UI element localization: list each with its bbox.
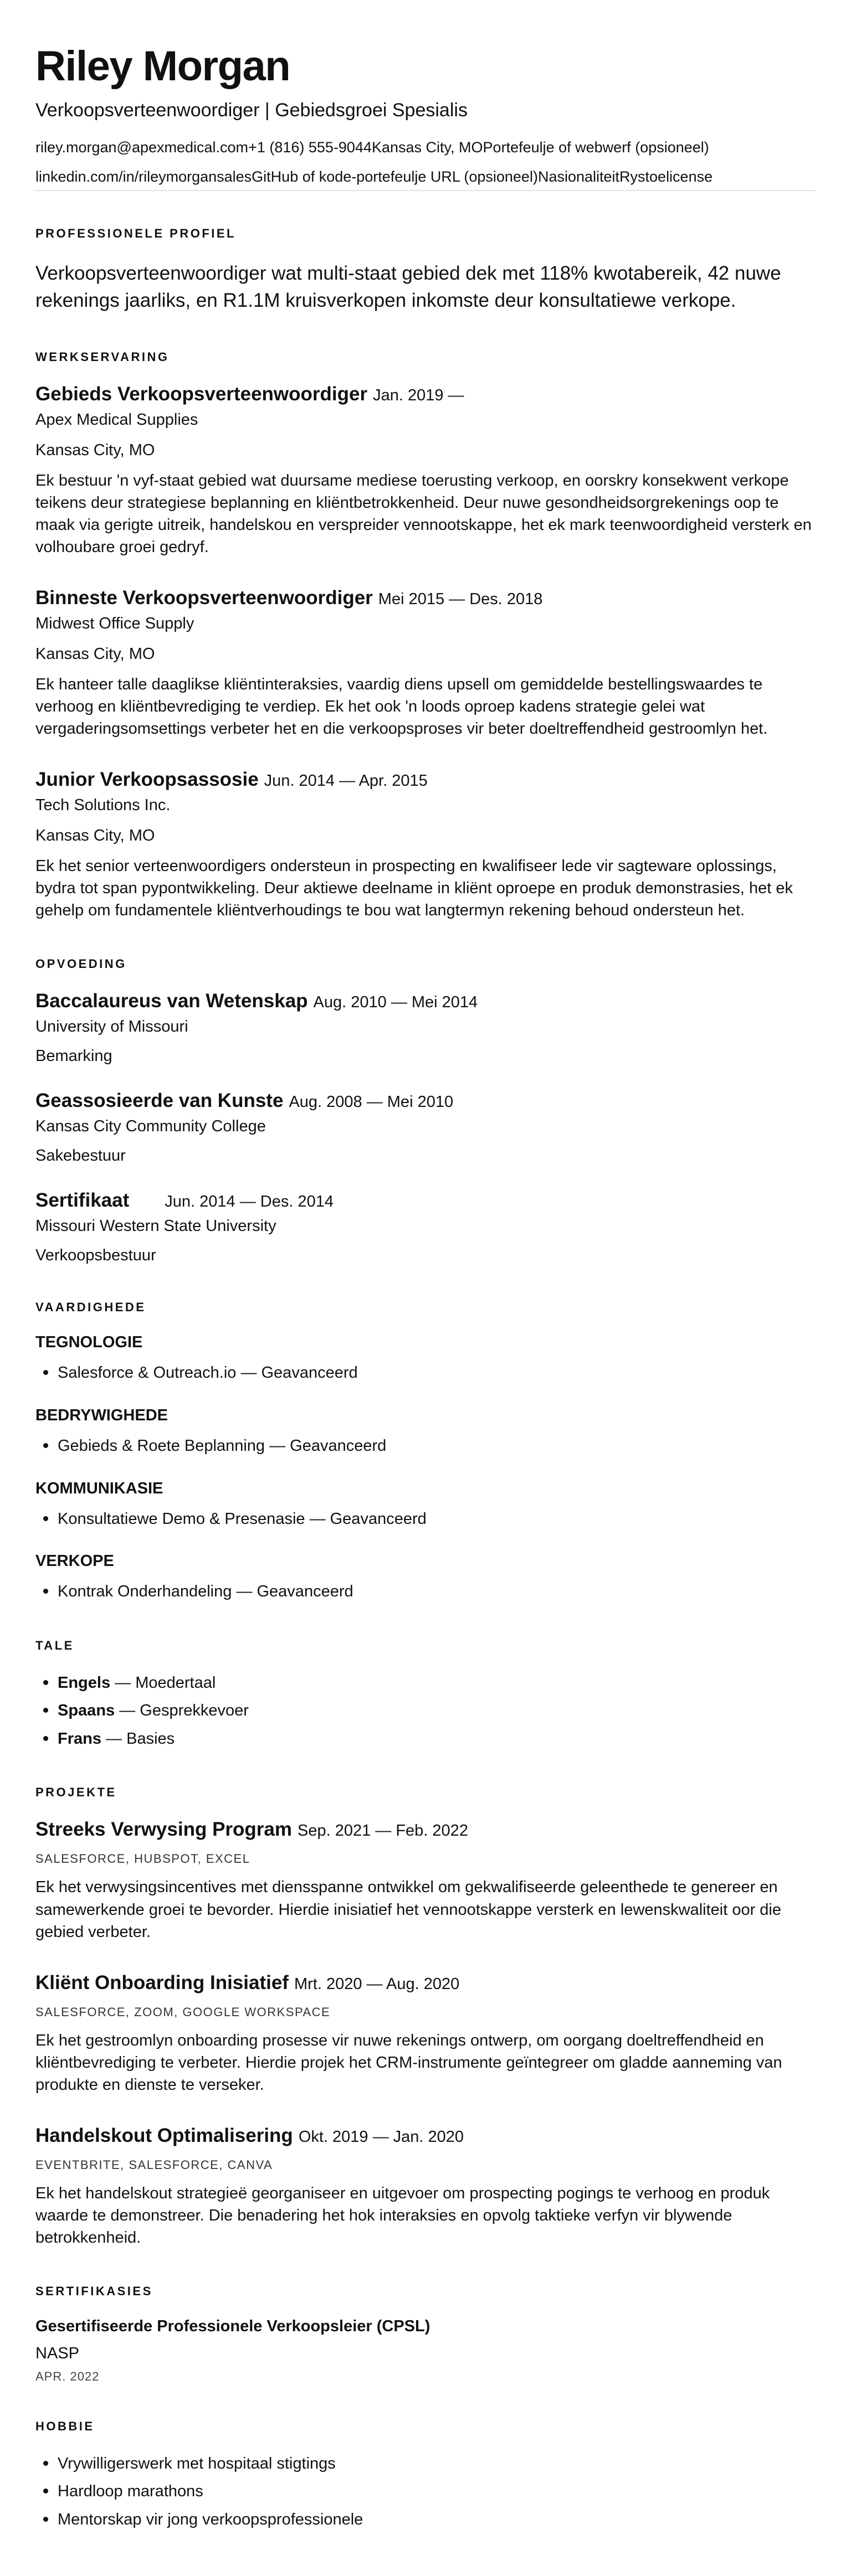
education-section [35,957,816,1265]
section-title: TALE [35,1638,74,1652]
contact-email[interactable]: riley.morgan@apexmedical.com [35,138,249,156]
field-of-study: Verkoopsbestuur [35,1246,156,1265]
hobby-item: Hardloop marathons [58,2480,816,2503]
project-description: Ek het handelskout strategieë georganiseer en uitgevoer om prospecting pogings te verhoog en produk waarde te demonstreer. Die benadering het hok interaksies en opvolg taktieke verfyn vir blywende betrokkenheid. [35,2184,770,2247]
skill-group [35,1552,816,1603]
job-title: Binneste Verkoopsverteenwoordiger [35,587,373,609]
candidate-headline: Verkoopsverteenwoordiger | Gebiedsgroei Spesialis [35,99,468,121]
job-description: Ek hanteer talle daaglikse kliëntinteraksies, vaardig diens upsell om gemiddelde bestellingswaardes te verhoog en kliëntbevrediging te verdiep. Ek het ook 'n loods oproep kadens strategie gelei wat vergaderingsomsettings verbeter het en die verkoopsproses vir beter doeltreffendheid gestroomlyn het. [35,676,768,738]
company-name: Apex Medical Supplies [35,411,198,429]
field-of-study: Bemarking [35,1047,112,1065]
project-entry [35,1972,816,2096]
hobbies-section [35,2419,816,2531]
language-level: — Basies [106,1729,175,1748]
section-title: SERTIFIKASIES [35,2284,153,2298]
skill-group [35,1480,816,1531]
job-description: Ek het senior verteenwoordigers ondersteun in prospecting en kwalifiseer lede vir sagteware oplossings, bydra tot span pypontwikkeling. Deur aktiewe deelname in kliënt oproepe en produk demonstrasies, het ek gehelp om fundamentele kliëntverhoudings te bou wat langtermyn rekening behoud ondersteun het. [35,857,793,920]
language-level: — Gesprekkevoer [119,1702,249,1720]
project-dates: Mrt. 2020 — Aug. 2020 [294,1975,460,1993]
skill-item: Konsultatiewe Demo & Presenasie — Geavanceerd [58,1508,816,1531]
candidate-name: Riley Morgan [35,43,290,90]
job-dates: Jun. 2014 — Apr. 2015 [264,772,428,790]
contact-portfolio[interactable]: Portefeulje of webwerf (opsioneel) [483,138,709,156]
skill-group-title: KOMMUNIKASIE [35,1479,163,1497]
contact-license: Rystoelicense [619,168,713,185]
education-entry [35,1189,816,1265]
certifications-section [35,2284,816,2384]
section-title: HOBBIE [35,2419,95,2433]
project-entry [35,2125,816,2249]
section-title: WERKSERVARING [35,350,170,364]
experience-section [35,350,816,921]
summary-text: Verkoopsverteenwoordiger wat multi-staat gebied dek met 118% kwotabereik, 42 nuwe rekenings jaarliks, en R1.1M kruisverkopen inkomste deur konsultatiewe verkope. [35,262,781,312]
job-dates: Mei 2015 — Des. 2018 [378,590,543,609]
degree-title: Geassosieerde van Kunste [35,1090,284,1112]
language-name: Spaans [58,1702,115,1720]
school-name: Missouri Western State University [35,1217,276,1235]
section-title: VAARDIGHEDE [35,1300,146,1315]
education-entry [35,1090,816,1165]
contact-row-secondary [35,168,816,186]
skills-section [35,1300,816,1603]
summary-section [35,226,816,315]
project-dates: Sep. 2021 — Feb. 2022 [298,1822,468,1840]
job-title: Junior Verkoopsassosie [35,769,259,791]
contact-linkedin[interactable]: linkedin.com/in/rileymorgansales [35,168,252,185]
job-title: Gebieds Verkoopsverteenwoordiger [35,383,368,405]
section-title: PROJEKTE [35,1785,117,1800]
language-name: Engels [58,1673,111,1692]
skill-group [35,1407,816,1457]
contact-github[interactable]: GitHub of kode-portefeulje URL (opsioneel) [252,168,538,185]
hobby-item: Mentorskap vir jong verkoopsprofessionele [58,2508,816,2531]
education-dates: Aug. 2008 — Mei 2010 [289,1093,454,1111]
project-description: Ek het gestroomlyn onboarding prosesse vir nuwe rekenings ontwerp, om oorgang doeltreffendheid en kliëntbevrediging te verbeter. Hierdie projek het CRM-instrumente geïntegreer om gladde aanneming van produkte en dienste te verseker. [35,2031,782,2094]
project-name: Handelskout Optimalisering [35,2124,293,2146]
certification-date: APR. 2022 [35,2369,100,2383]
language-item [58,1699,816,1722]
language-name: Frans [58,1729,101,1748]
job-location: Kansas City, MO [35,645,155,663]
hobby-item: Vrywilligerswerk met hospitaal stigtings [58,2453,816,2475]
language-item [58,1728,816,1750]
skill-group-title: TEGNOLOGIE [35,1333,143,1352]
certification-issuer: NASP [35,2344,79,2362]
job-location: Kansas City, MO [35,827,155,845]
education-entry [35,990,816,1065]
skill-group [35,1333,816,1384]
skill-group-title: BEDRYWIGHEDE [35,1406,168,1424]
project-tech: SALESFORCE, ZOOM, GOOGLE WORKSPACE [35,2005,331,2019]
education-dates: Aug. 2010 — Mei 2014 [313,993,478,1012]
degree-title: Baccalaureus van Wetenskap [35,990,308,1012]
project-dates: Okt. 2019 — Jan. 2020 [298,2127,464,2146]
company-name: Tech Solutions Inc. [35,796,171,815]
certification-name: Gesertifiseerde Professionele Verkoopsleier (CPSL) [35,2317,430,2335]
project-entry [35,1818,816,1943]
header-divider [35,190,816,191]
field-of-study: Sakebestuur [35,1147,126,1165]
contact-nationality: Nasionaliteit [537,168,620,185]
language-level: — Moedertaal [115,1673,216,1692]
job-description: Ek bestuur 'n vyf-staat gebied wat duursame mediese toerusting verkoop, en oorskry konsekwent verkope teikens deur strategiese beplanning en kliëntbetrokkenheid. Deur nuwe gesondheidsorgrekenings oop te maak via gerigte uitreik, handelskou en verspreider vennootskappe, het ek mark teenwoordigheid versterk en volhoubare groei gedryf. [35,472,812,557]
skill-item: Gebieds & Roete Beplanning — Geavanceerd [58,1435,816,1457]
contact-location: Kansas City, MO [371,138,483,156]
contact-phone[interactable]: +1 (816) 555-9044 [248,138,372,156]
company-name: Midwest Office Supply [35,615,194,633]
project-tech: EVENTBRITE, SALESFORCE, CANVA [35,2157,273,2172]
experience-entry [35,383,816,558]
section-title: PROFESSIONELE PROFIEL [35,226,236,240]
job-dates: Jan. 2019 — [373,387,464,405]
job-location: Kansas City, MO [35,441,155,460]
skill-group-title: VERKOPE [35,1552,114,1570]
degree-title: Sertifikaat [35,1189,130,1212]
contact-row-primary [35,139,816,156]
project-description: Ek het verwysingsincentives met diensspanne ontwikkel om gekwalifiseerde geleenthede te genereer en samewerkende groei te bevorder. Hierdie inisiatief het vennootskappe versterk en lewenskwaliteit oor die gebied verbeter. [35,1878,782,1941]
project-name: Kliënt Onboarding Inisiatief [35,1971,289,1993]
language-item [58,1672,816,1694]
resume-header [35,44,816,191]
project-tech: SALESFORCE, HUBSPOT, EXCEL [35,1852,250,1866]
experience-entry [35,587,816,740]
languages-section [35,1639,816,1750]
project-name: Streeks Verwysing Program [35,1818,292,1841]
school-name: University of Missouri [35,1018,188,1036]
skill-item: Salesforce & Outreach.io — Geavanceerd [58,1362,816,1384]
certification-entry [35,2317,816,2384]
education-dates: Jun. 2014 — Des. 2014 [165,1193,334,1211]
section-title: OPVOEDING [35,957,127,971]
projects-section [35,1785,816,2248]
school-name: Kansas City Community College [35,1117,266,1136]
experience-entry [35,769,816,921]
skill-item: Kontrak Onderhandeling — Geavanceerd [58,1580,816,1603]
